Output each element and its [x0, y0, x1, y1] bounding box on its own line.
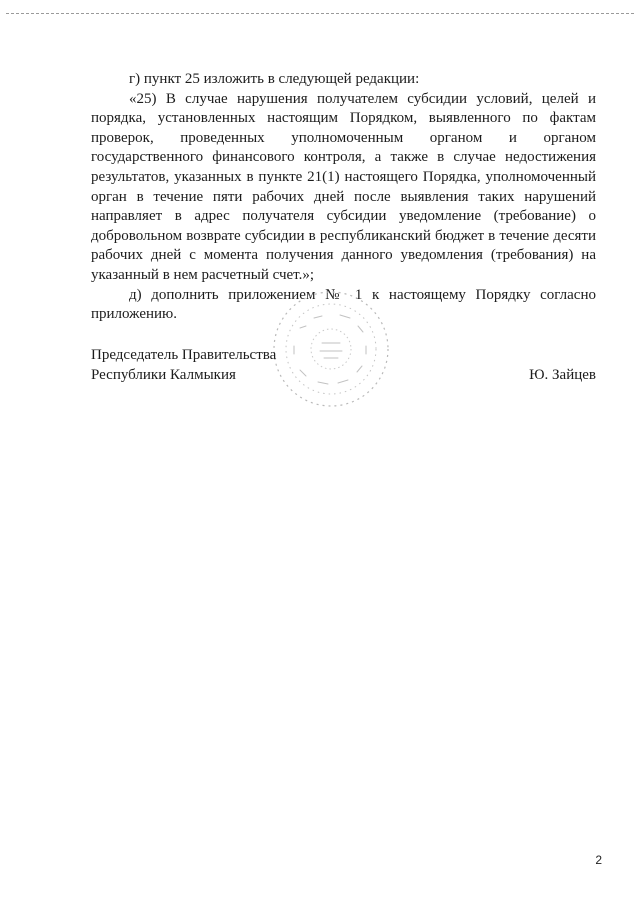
signature-position: [91, 346, 276, 385]
paragraph-item-g: г) пункт 25 изложить в следующей редакции:: [129, 71, 420, 87]
signer-title-line-1: Председатель Правительства: [91, 347, 277, 363]
paragraph-item-25-text: «25) В случае нарушения получателем субсидии условий, целей и порядка, установленных настоящим Порядком, выявленного по фактам проверок, проведенных уполномоченным органом и органом государственного финансового контроля, а также в случае недостижения результатов, указанных в пункте 21(1) настоящего Порядка, уполномоченный орган в течение пяти рабочих дней после выявления таких нарушений направляет в адрес получателя субсидии уведомление (требование) о добровольном возврате субсидии в республиканский бюджет в течение десяти рабочих дней с момента получения данного уведомления (требования) на указанный в нем расчетный счет.»;: [91, 90, 596, 283]
official-seal-stamp: [270, 288, 392, 410]
top-edge-line: [6, 13, 634, 14]
signer-name: Ю. Зайцев: [529, 367, 596, 383]
signer-title-line-2: Республики Калмыкия: [91, 366, 236, 383]
document-body: [91, 70, 596, 325]
paragraph-item-d: д) дополнить приложением № 1 к настоящему Порядку согласно приложению.: [91, 286, 596, 323]
page-number: 2: [595, 853, 602, 867]
